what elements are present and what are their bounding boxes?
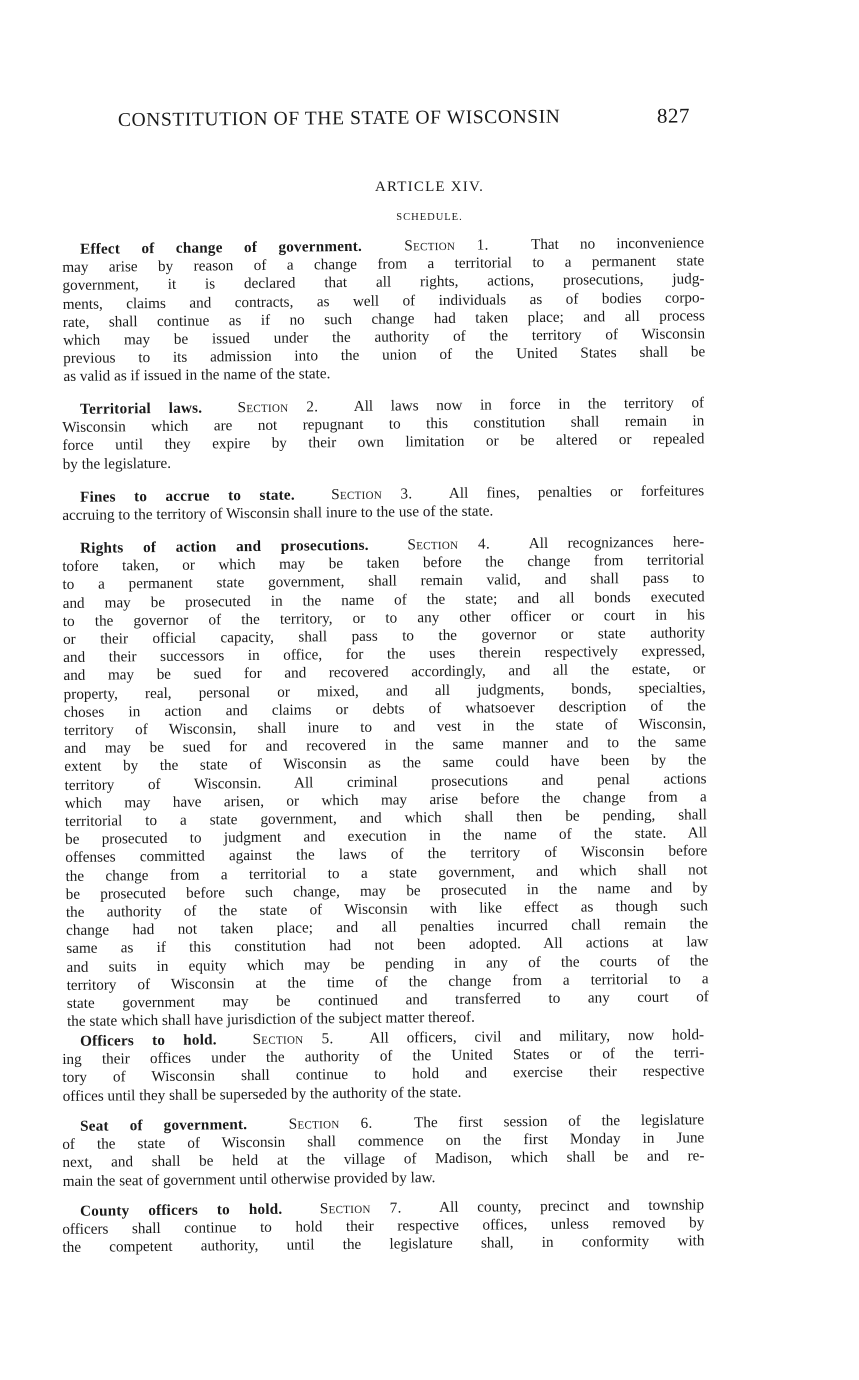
section-line: and may be prosecuted in the name of the state; and all bonds executed	[62, 587, 705, 612]
section-text: All laws now in force in the territory of	[353, 394, 705, 415]
section-text: All recognizances here-	[528, 533, 705, 553]
section-line: rate, shall continue as if no such change had taken place; and all process	[62, 307, 705, 331]
section-line: Wisconsin which are not repugnant to this constitution shall remain in	[62, 412, 705, 437]
section-text: All fines, penalties or forfeitures	[448, 482, 705, 502]
section-line: force until they expire by their own limitation or be altered or repealed	[62, 430, 705, 455]
section-line: territorial to a state government, and which shall then be pending, shall	[64, 806, 708, 831]
section-2	[62, 394, 705, 474]
section-label: Section 7.	[319, 1199, 402, 1218]
running-title: CONSTITUTION OF THE STATE OF WISCONSIN	[117, 106, 561, 131]
section-line: territory of Wisconsin. All criminal prosecutions and penal actions	[64, 769, 707, 794]
side-heading: Fines to accrue to state.	[79, 486, 295, 506]
section-line: government, it is declared that all rights, actions, prosecutions, judg-	[62, 270, 705, 295]
section-line: territory of Wisconsin at the time of the change from a territorial to a	[66, 970, 709, 994]
section-label: Section 3.	[331, 485, 413, 504]
section-3	[62, 482, 704, 525]
section-line: and may be sued for and recovered accordingly, and all the estate, or	[63, 660, 706, 685]
section-label: Section 1.	[404, 236, 489, 255]
section-label: Section 6.	[288, 1114, 373, 1133]
section-label: Section 5.	[252, 1030, 334, 1049]
side-heading: Effect of change of government.	[79, 237, 363, 258]
section-line: of the state of Wisconsin shall commence on the first Monday in June	[62, 1129, 705, 1154]
section-line: or their official capacity, shall pass to the governor or state authority	[62, 624, 706, 649]
section-line: and their successors in office, for the uses therein respectively expressed,	[63, 642, 706, 667]
section-text: The first session of the legislature	[413, 1111, 705, 1132]
running-head	[117, 103, 691, 140]
section-line: tofore taken, or which may be taken before the change from territorial	[62, 551, 705, 576]
section-line: state government may be continued and transferred to any court of	[66, 988, 709, 1013]
section-line: to the governor of the territory, or to any other officer or court in his	[62, 606, 705, 630]
section-line: to a permanent state government, shall remain valid, and shall pass to	[62, 569, 705, 594]
section-line: change had not taken place; and all penalties incurred chall remain the	[66, 915, 709, 940]
section-text: That no inconvenience	[530, 234, 705, 254]
section-line: officers shall continue to hold their respective offices, unless removed by	[62, 1214, 705, 1239]
section-text: All officers, civil and military, now hold-	[369, 1026, 705, 1047]
section-line: the competent authority, until the legislature shall, in conformity with	[62, 1232, 705, 1257]
article-heading: ARTICLE XIV.	[374, 179, 485, 195]
section-line: accruing to the territory of Wisconsin shall inure to the use of the state.	[62, 502, 494, 525]
section-line: extent by the state of Wisconsin as the same could have been by the	[64, 751, 707, 776]
section-line: may arise by reason of a change from a territorial to a permanent state	[62, 252, 705, 277]
section-line: choses in action and claims or debts of whatsoever description of the	[63, 697, 706, 721]
side-heading: Seat of government.	[79, 1116, 248, 1135]
section-line: as valid as if issued in the name of the state.	[63, 365, 331, 386]
section-7	[62, 1196, 705, 1257]
section-line: previous to its admission into the union of the United States shall be	[63, 343, 706, 368]
section-line: by the legislature.	[62, 454, 172, 473]
section-label: Section 2.	[237, 398, 319, 417]
section-line: which may have arisen, or which may arise before the change from a	[64, 788, 707, 812]
section-line: and suits in equity which may be pending in any of the courts of the	[66, 951, 709, 976]
section-line: which may be issued under the authority of the territory of Wisconsin	[62, 325, 706, 350]
section-line: be prosecuted before such change, may be prosecuted in the name and by	[65, 879, 708, 903]
section-1	[62, 234, 705, 386]
section-line: tory of Wisconsin shall continue to hold and exercise their respective	[62, 1062, 705, 1087]
section-line: next, and shall be held at the village of Madison, which shall be and re-	[62, 1147, 705, 1172]
page-number: 827	[656, 103, 691, 128]
side-heading: Rights of action and prosecutions.	[79, 536, 369, 557]
section-line: offices until they shall be superseded by the authority of the state.	[62, 1083, 462, 1105]
section-line: property, real, personal or mixed, and all judgments, bonds, specialties,	[63, 678, 706, 703]
section-line: be prosecuted to judgment and execution in the name of the state. All	[65, 824, 708, 849]
section-line: the change from a territorial to a state government, and which shall not	[65, 860, 708, 885]
side-heading: Territorial laws.	[79, 399, 203, 418]
schedule-heading: SCHEDULE.	[396, 212, 463, 223]
section-line: territory of Wisconsin, shall inure to and vest in the state of Wisconsin,	[63, 715, 707, 740]
section-label: Section 4.	[407, 535, 491, 554]
side-heading: County officers to hold.	[79, 1200, 283, 1220]
section-line: ing their offices under the authority of the United States or of the terri-	[62, 1044, 705, 1069]
section-text: All county, precinct and township	[439, 1196, 705, 1217]
section-line: the authority of the state of Wisconsin with like effect as though such	[65, 897, 708, 922]
section-5	[62, 1026, 705, 1106]
section-line: offenses committed against the laws of the territory of Wisconsin before	[65, 842, 708, 867]
section-4	[62, 533, 709, 1031]
section-line: ments, claims and contracts, as well of individuals as of bodies corpo-	[62, 288, 705, 313]
section-line: and may be sued for and recovered in the same manner and to the same	[64, 733, 707, 758]
section-line: the state which shall have jurisdiction of the subject matter thereof.	[66, 1008, 475, 1031]
section-line: same as if this constitution had not been adopted. All actions at law	[66, 933, 709, 958]
section-line: main the seat of government until otherwise provided by law.	[62, 1168, 436, 1190]
section-6	[62, 1111, 705, 1191]
side-heading: Officers to hold.	[79, 1031, 217, 1050]
